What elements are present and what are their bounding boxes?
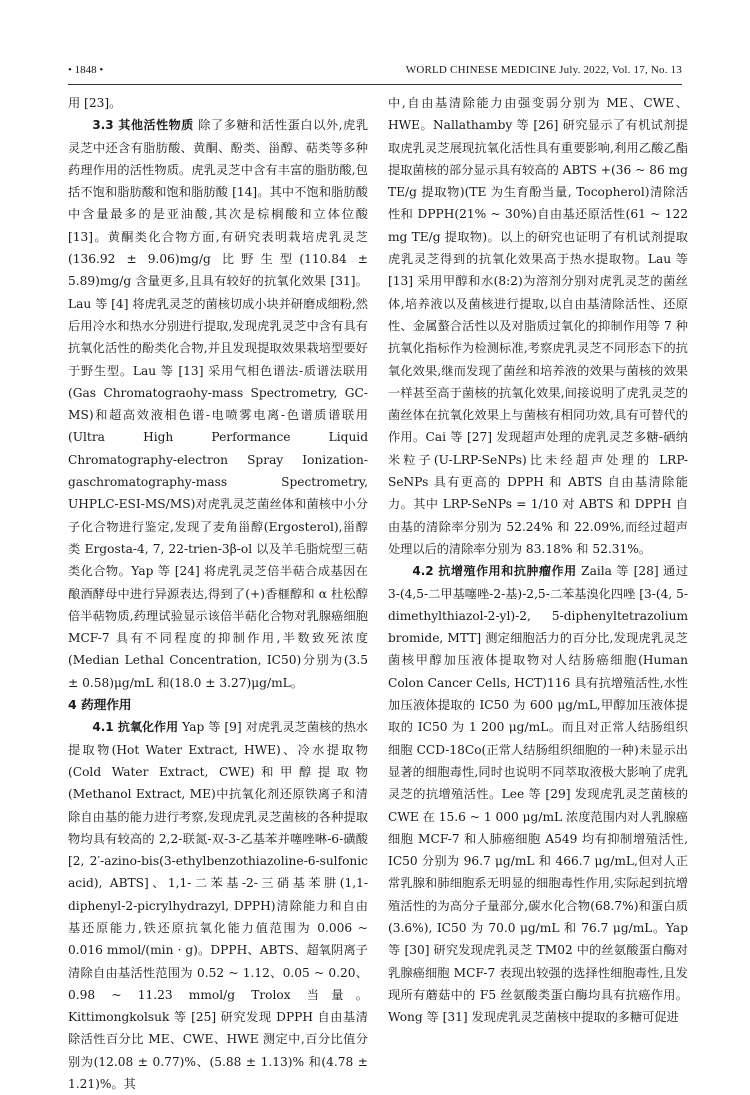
paragraph	[68, 114, 368, 694]
paragraph: 中,自由基清除能力由强变弱分别为 ME、CWE、HWE。Nallathamby 等 [26] 研究显示了有机试剂提取虎乳灵芝展现抗氧化活性具有重要影响,利用乙酸乙酯提取菌核的部分显示具有较高的 ABTS +(36 ~ 86 mg TE/g 提取物)(TE 为生育酚当量, Tocopherol)清除活性和 DPPH(21% ~ 30%)自由基还原活性(61 ~ 122 mg TE/g 提取物)。以上的研究也证明了有机试剂提取虎乳灵芝得到的抗氧化效果高于热水提取物。Lau 等 [13] 采用甲醇和水(8:2)为溶剂分别对虎乳灵芝的菌丝体,培养液以及菌核进行提取,以自由基清除活性、还原性、金属螯合活性以及对脂质过氧化的抑制作用等 7 种抗氧化指标作为检测标准,考察虎乳灵芝不同形态下的抗氧化效果,继而发现了菌丝和培养液的效果与菌核的效果一样甚至高于菌核的抗氧化效果,间接说明了虎乳灵芝的菌丝体在抗氧化效果上与菌核有相同功效,具有可替代的作用。Cai 等 [27] 发现超声处理的虎乳灵芝多糖-硒纳米粒子(U-LRP-SeNPs)比未经超声处理的 LRP-SeNPs 具有更高的 DPPH 和 ABTS 自由基清除能力。其中 LRP-SeNPs = 1/10 对 ABTS 和 DPPH 自由基的清除率分别为 52.24% 和 22.09%,而经过超声处理以后的清除率分别为 83.18% 和 52.31%。	[388, 96, 688, 556]
running-header: WORLD CHINESE MEDICINE July. 2022, Vol. 17, No. 13	[405, 64, 682, 76]
paragraph	[68, 716, 368, 1095]
right-column	[388, 92, 689, 1025]
paragraph-text: Zaila 等 [28] 通过 3-(4,5-二甲基噻唑-2-基)-2,5-二苯基溴化四唑 [3-(4, 5-dimethylthiazol-2-yl)-2, 5-diphenyltetrazolium bromide, MTT] 测定细胞活力的百分比,发现虎乳灵芝菌核甲醇加压液体提取物对人结肠癌细胞(Human Colon Cancer Cells, HCT)116 具有抗增殖活性,水性加压液体提取的 IC50 为 600 μg/mL,甲醇加压液体提取的 IC50 为 1 200 μg/mL。而且对正常人结肠组织细胞 CCD-18Co(正常人结肠组织细胞的一种)未显示出显著的细胞毒性,同时也说明不同萃取液极大影响了虎乳灵芝的抗增殖活性。Lee 等 [29] 发现虎乳灵芝菌核的 CWE 在 15.6 ~ 1 000 μg/mL 浓度范围内对人乳腺癌细胞 MCF-7 和人肺癌细胞 A549 均有抑制增殖活性, IC50 分别为 96.7 μg/mL 和 466.7 μg/mL,但对人正常乳腺和肺细胞系无明显的细胞毒性作用,实际起到抗增殖活性的为高分子量部分,碳水化合物(68.7%)和蛋白质(3.6%), IC50 为 70.0 μg/mL 和 76.7 μg/mL。Yap 等 [30] 研究发现虎乳灵芝 TM02 中的丝氨酸蛋白酶对乳腺癌细胞 MCF-7 表现出较强的选择性细胞毒性,且发现所有蘑菇中的 F5 丝氨酸类蛋白酶均具有抗癌作用。Wong 等 [31] 发现虎乳灵芝菌核中提取的多糖可促进	[388, 564, 689, 1025]
paragraph	[388, 560, 688, 1028]
section-heading: 4.2 抗增殖作用和抗肿瘤作用	[412, 564, 577, 579]
section-heading: 3.3 其他活性物质	[92, 118, 194, 133]
paragraph: 用 [23]。	[68, 96, 122, 110]
left-column	[68, 92, 369, 1092]
section-heading: 4 药理作用	[68, 697, 132, 713]
header-rule	[68, 84, 682, 85]
paragraph-text: Yap 等 [9] 对虎乳灵芝菌核的热水提取物(Hot Water Extract, HWE)、冷水提取物(Cold Water Extract, CWE)和甲醇提取物(Methanol Extract, ME)中抗氧化剂还原铁离子和清除自由基的能力进行考察,发现虎乳灵芝菌核的各种提取物均具有较高的 2,2-联氮-双-3-乙基苯并噻唑啉-6-磺酸 [2, 2′-azino-bis(3-ethylbenzothiazoline-6-sulfonic acid), ABTS]、1,1-二苯基-2-三硝基苯肼(1,1-diphenyl-2-picrylhydrazyl, DPPH)清除能力和自由基还原能力,铁还原抗氧化能力值范围为 0.006 ~ 0.016 mmol/(min · g)。DPPH、ABTS、超氧阴离子清除自由基活性范围为 0.52 ~ 1.12、0.05 ~ 0.20、0.98 ~ 11.23 mmol/g Trolox 当量。Kittimongkolsuk 等 [25] 研究发现 DPPH 自由基清除活性百分比 ME、CWE、HWE 测定中,百分比值分别为(12.08 ± 0.77)%、(5.88 ± 1.13)% 和(4.78 ± 1.21)%。其	[68, 720, 368, 1092]
page-number: • 1848 •	[68, 64, 104, 76]
paragraph-text: 除了多糖和活性蛋白以外,虎乳灵芝中还含有脂肪酸、黄酮、酚类、甾醇、萜类等多种药理作用的活性物质。虎乳灵芝中含有丰富的脂肪酸,包括不饱和脂肪酸和饱和脂肪酸 [14]。其中不饱和脂肪酸中含量最多的是亚油酸,其次是棕榈酸和立体位酸 [13]。黄酮类化合物方面,有研究表明栽培虎乳灵芝(136.92 ± 9.06)mg/g 比野生型(110.84 ± 5.89)mg/g 含量更多,且具有较好的抗氧化效果 [31]。Lau 等 [4] 将虎乳灵芝的菌核切成小块并研磨成细粉,然后用冷水和热水分别进行提取,发现虎乳灵芝中含有具有抗氧化活性的酚类化合物,并且发现提取效果栽培型要好于野生型。Lau 等 [13] 采用气相色谱法-质谱法联用(Gas Chromatograohy-mass Spectrometry, GC-MS)和超高效液相色谱-电喷雾电离-色谱质谱联用(Ultra High Performance Liquid Chromatography-electron Spray Ionization-gaschromatography-mass Spectrometry, UHPLC-ESI-MS/MS)对虎乳灵芝菌丝体和菌核中小分子化合物进行鉴定,发现了麦角甾醇(Ergosterol),甾醇类 Ergosta-4, 7, 22-trien-3β-ol 以及羊毛脂烷型三萜类化合物。Yap 等 [24] 将虎乳灵芝倍半萜合成基因在酿酒酵母中进行异源表达,得到了(+)香榧醇和 α 杜松醇倍半萜物质,药理试验显示该倍半萜化合物对乳腺癌细胞 MCF-7 具有不同程度的抑制作用,半数致死浓度(Median Lethal Concentration, IC50)分别为(3.5 ± 0.58)μg/mL 和(18.0 ± 3.27)μg/mL。	[68, 118, 369, 690]
section-heading: 4.1 抗氧化作用	[92, 720, 179, 735]
page-header	[68, 62, 682, 82]
